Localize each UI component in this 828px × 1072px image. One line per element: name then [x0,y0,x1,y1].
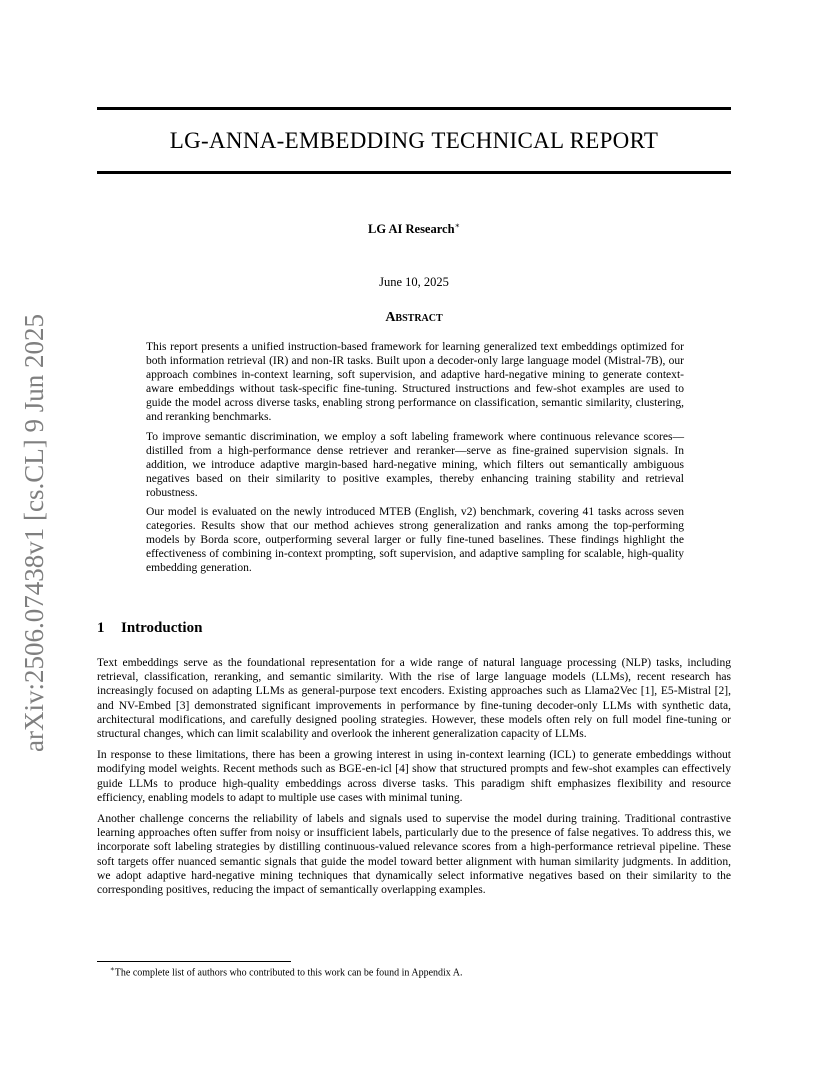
section-title: Introduction [121,620,203,636]
title-part: ECHNICAL [445,128,570,153]
section-heading-introduction [97,620,202,637]
footnote [110,965,462,978]
abstract-heading: Abstract [385,310,443,325]
title-part: MBEDDING [298,128,432,153]
body-paragraph: Text embeddings serve as the foundational representation for a wide range of natural language processing (NLP) tasks, including retrieval, classification, reranking, and semantic similarity. With the rise of large language models (LLMs), recent research has increasingly focused on adapting LLMs as general-purpose text encoders. Existing approaches such as Llama2Vec [1], E5-Mistral [2], and NV-Embed [3] demonstrated significant improvements in performance by fine-tuning decoder-only LLMs with synthetic data, architectural modifications, and carefully designed pooling strategies. However, these models often rely on full model fine-tuning or structural changes, which can limit scalability and overlook the inherent generalization capacity of LLMs. [97,657,731,741]
body-paragraph: In response to these limitations, there has been a growing interest in using in-context learning (ICL) to generate embeddings without modifying model weights. Recent methods such as BGE-en-icl [4] show that structured prompts and few-shot examples can effectively guide LLMs to produce high-quality embeddings across diverse tasks. This paradigm shift emphasizes flexibility and resource efficiency, enabling models to adapt to multiple use cases with minimal tuning. [97,749,731,804]
author-name: LG AI Research [367,222,455,237]
footnote-rule [97,961,291,962]
abstract-body [146,340,684,581]
title-part: R [569,128,586,153]
title-part: T [431,128,446,153]
title-part: LG-ANNA-E [169,128,299,153]
section-number: 1 [97,620,105,636]
body-paragraph: Another challenge concerns the reliability of labels and signals used to supervise the model during training. Traditional contrastive learning approaches often suffer from noisy or insufficient labels, particularly due to the presence of false negatives. To address this, we incorporate soft labeling strategies by distilling continuous-valued relevance scores from a high-performance retrieval pipeline. These soft targets offer nuanced semantic signals that guide the model toward better alignment with human similarity judgments. In addition, we adopt adaptive hard-negative mining techniques that dynamically select informative negatives based on their similarity to the corresponding positives, reducing the impact of semantically overlapping examples. [97,813,731,897]
author-line [97,221,731,237]
paper-title [97,128,731,154]
title-part: EPORT [585,128,659,153]
arxiv-identifier: arXiv:2506.07438v1 [cs.CL] 9 Jun 2025 [19,314,49,752]
abstract-paragraph: To improve semantic discrimination, we employ a soft labeling framework where continuous relevance scores—distilled from a high-performance dense retriever and reranker—serve as fine-grained supervision signals. In addition, we introduce adaptive margin-based hard-negative mining, which filters out semantically ambiguous negatives based on their similarity to positive examples, thereby enhancing training stability and retrieval robustness. [146,430,684,499]
author-footnote-mark[interactable]: ∗ [454,221,460,230]
footnote-text: The complete list of authors who contributed to this work can be found in Appendix A. [114,967,463,979]
introduction-body [97,656,731,904]
title-rule-top [97,107,731,110]
abstract-paragraph: Our model is evaluated on the newly introduced MTEB (English, v2) benchmark, covering 41 tasks across seven categories. Results show that our method achieves strong generalization and ranks among the top-performing models by Borda score, outperforming several larger or fully fine-tuned baselines. These findings highlight the effectiveness of combining in-context prompting, soft supervision, and adaptive sampling for scalable, high-quality embedding generation. [146,506,684,575]
footnote-mark: ∗ [110,965,115,973]
title-rule-bottom [97,171,731,174]
abstract-paragraph: This report presents a unified instruction-based framework for learning generalized text embeddings optimized for both information retrieval (IR) and non-IR tasks. Built upon a decoder-only large language model (Mistral-7B), our approach combines in-context learning, soft supervision, and adaptive hard-negative mining to generate context-aware embeddings without task-specific fine-tuning. Structured instructions and few-shot examples are used to guide the model across diverse tasks, enabling strong performance on classification, semantic similarity, clustering, and reranking benchmarks. [146,341,684,424]
publication-date: June 10, 2025 [379,275,449,289]
